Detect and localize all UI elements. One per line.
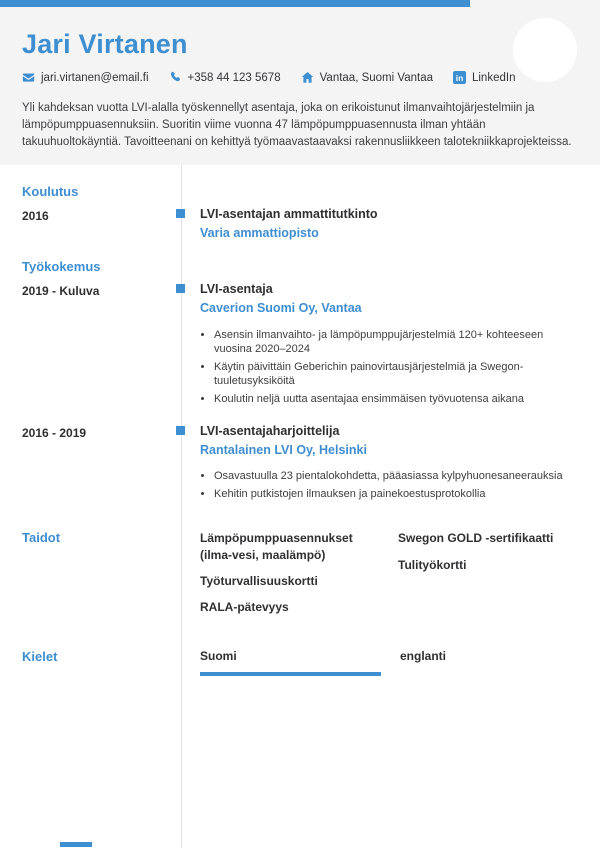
bullet-item: • Kehitin putkistojen ilmauksen ja painekoestusprotokollia	[214, 487, 578, 502]
avatar	[513, 18, 577, 82]
timeline-marker-icon	[176, 209, 185, 218]
entry-title: LVI-asentaja	[200, 282, 273, 297]
skill-item: Swegon GOLD -sertifikaatti	[398, 531, 554, 546]
linkedin-icon: in	[453, 71, 466, 84]
email-text: jari.virtanen@email.fi	[41, 71, 149, 84]
experience-heading: Työkokemus	[22, 259, 101, 275]
contact-row	[22, 71, 578, 84]
phone-link[interactable]	[169, 71, 281, 84]
entry-organization: Rantalainen LVI Oy, Helsinki	[200, 442, 367, 457]
timeline-marker-icon	[176, 426, 185, 435]
languages-heading: Kielet	[22, 649, 58, 665]
language-level-bar	[200, 672, 381, 676]
skills-column-1	[200, 530, 398, 625]
skills-heading: Taidot	[22, 530, 61, 546]
entry-title: LVI-asentajaharjoittelija	[200, 424, 340, 439]
linkedin-link[interactable]	[453, 71, 515, 84]
summary-text: Yli kahdeksan vuotta LVI-alalla työskennellyt asentaja, joka on erikoistunut ilmanvaihtojärjestelmiin ja lämpöpumppuasennuksiin. Suoritin viime vuonna 47 lämpöpumppuasennusta ilman yhtään takuuhuoltokäyntiä. Tavoitteenani on kehittyä työmaavastaavaksi rakennusliikkeen talotekniikkaprojekteissa.	[22, 102, 572, 149]
languages-grid	[200, 649, 578, 676]
language-item	[200, 649, 400, 676]
entry-date: 2019 - Kuluva	[22, 284, 100, 299]
phone-icon	[169, 71, 182, 84]
location-text: Vantaa, Suomi Vantaa	[319, 71, 433, 84]
language-name: Suomi	[200, 649, 237, 664]
phone-text: +358 44 123 5678	[187, 71, 281, 84]
entry-title: LVI-asentajan ammattitutkinto	[200, 207, 378, 221]
linkedin-text: LinkedIn	[471, 71, 516, 84]
section-languages	[0, 649, 600, 676]
location-item	[301, 71, 433, 84]
entry-bullet-list	[200, 469, 578, 501]
person-name: Jari Virtanen	[22, 29, 188, 59]
bullet-item: • Asensin ilmanvaihto- ja lämpöpumppujärjestelmiä 120+ kohteeseen vuosina 2020–2024	[214, 328, 578, 357]
entry-bullet-list	[200, 328, 578, 407]
bottom-accent-bar	[60, 842, 92, 847]
skill-item: RALA-pätevyys	[200, 599, 289, 614]
cv-header	[0, 0, 600, 165]
bullet-item: • Osavastuulla 23 pientalokohdetta, pääasiassa kylpyhuonesaneerauksia	[214, 469, 578, 484]
home-icon	[301, 71, 314, 84]
entry-organization: Caverion Suomi Oy, Vantaa	[200, 300, 362, 315]
skill-item: Lämpöpumppuasennukset (ilma-vesi, maalämpö)	[200, 531, 353, 562]
skills-column-2	[398, 530, 578, 625]
cv-body	[0, 165, 600, 848]
skills-grid	[200, 530, 578, 625]
section-experience	[0, 259, 600, 504]
language-item	[400, 649, 600, 676]
email-link[interactable]	[22, 71, 149, 84]
section-skills	[0, 530, 600, 625]
entry-organization: Varia ammattiopisto	[200, 225, 319, 240]
top-accent-bar	[0, 0, 470, 7]
education-heading: Koulutus	[22, 184, 79, 199]
entry-date: 2016	[22, 209, 49, 223]
envelope-icon	[22, 71, 35, 84]
skill-item: Tulityökortti	[398, 557, 467, 572]
education-entry	[0, 207, 600, 241]
entry-date: 2016 - 2019	[22, 426, 87, 441]
experience-entry	[0, 424, 600, 504]
language-name: englanti	[400, 649, 447, 664]
bullet-item: • Käytin päivittäin Geberichin painovirtausjärjestelmiä ja Swegon-tuuletusyksiköitä	[214, 360, 578, 389]
timeline-marker-icon	[176, 284, 185, 293]
experience-entry	[0, 282, 600, 409]
bullet-item: • Koulutin neljä uutta asentajaa ensimmäisen työvuotensa aikana	[214, 392, 578, 407]
skill-item: Työturvallisuuskortti	[200, 573, 318, 588]
section-education	[0, 184, 600, 241]
